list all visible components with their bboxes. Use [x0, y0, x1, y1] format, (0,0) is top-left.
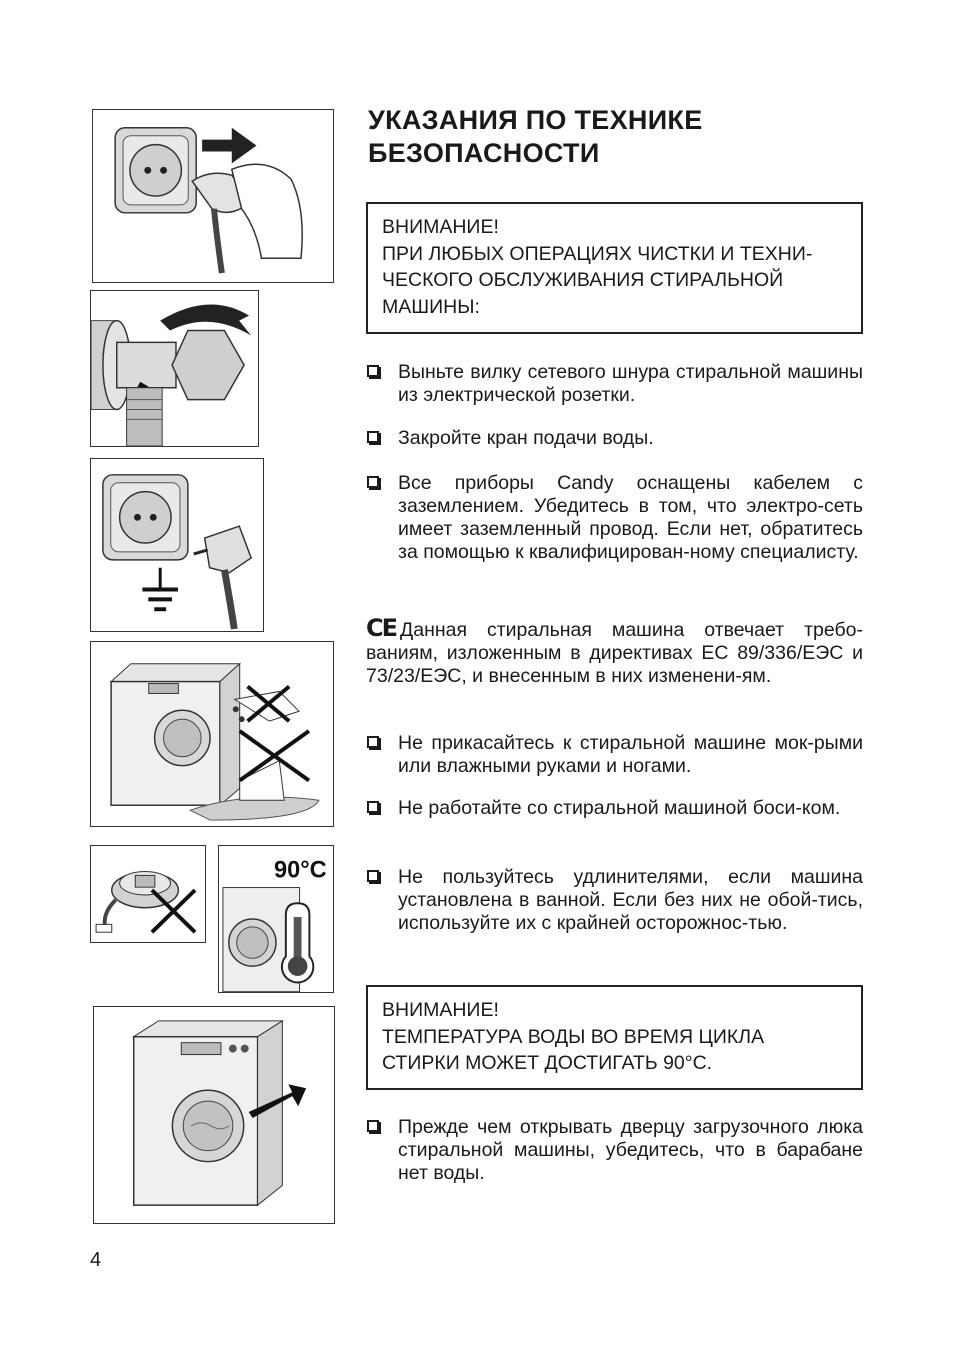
title-line: УКАЗАНИЯ ПО ТЕХНИКЕ: [368, 105, 703, 135]
list-item-text: Все приборы Candy оснащены кабелем с заземлением. Убедитесь в том, что электро-сеть имеет заземленный провод. Если нет, обратитесь за помощью к квалифицирован-ному специалисту.: [398, 472, 863, 563]
checkbox-bullet-icon: [367, 365, 379, 377]
checkbox-bullet-icon: [367, 801, 379, 813]
list-item: [366, 732, 863, 778]
page-number: 4: [90, 1249, 102, 1271]
extension-cord-illustration: [91, 846, 205, 942]
list-item: [366, 472, 863, 564]
title-line: БЕЗОПАСНОСТИ: [368, 138, 600, 168]
temperature-label: 90°С: [274, 856, 327, 883]
water-tap-illustration: [91, 291, 258, 446]
page-title: [368, 104, 868, 170]
list-item-text: Не прикасайтесь к стиральной машине мок-рыми или влажными руками и ногами.: [398, 732, 863, 777]
checkbox-bullet-icon: [367, 870, 379, 882]
ce-compliance-paragraph: [366, 614, 863, 688]
grounding-illustration: [91, 459, 263, 631]
list-item-text: Прежде чем открывать дверцу загрузочного люка стиральной машины, убедитесь, что в барабане нет воды.: [398, 1116, 863, 1184]
warning-line: МАШИНЫ:: [382, 295, 480, 318]
list-item: [366, 797, 863, 820]
list-item: [366, 866, 863, 935]
warning-box-temperature: [366, 985, 863, 1090]
illustration-hot-water: [218, 845, 334, 993]
list-item: [366, 427, 863, 450]
warning-line: СТИРКИ МОЖЕТ ДОСТИГАТЬ 90°С.: [382, 1052, 713, 1074]
warning-line: ЧЕСКОГО ОБСЛУЖИВАНИЯ СТИРАЛЬНОЙ: [382, 269, 784, 291]
washing-machine-door-illustration: [94, 1007, 334, 1223]
checkbox-bullet-icon: [367, 736, 379, 748]
list-item: [366, 1116, 863, 1185]
warning-box-maintenance: [366, 202, 863, 334]
ce-compliance-text: Данная стиральная машина отвечает требо-ваниям, изложенным в директивах ЕС 89/336/ЕЭС и 73/23/ЕЭС, и внесенным в них изменени-ям.: [366, 619, 863, 687]
warning-line: ВНИМАНИЕ!: [382, 216, 499, 238]
wet-hands-illustration: [91, 642, 333, 826]
checkbox-bullet-icon: [367, 1120, 379, 1132]
illustration-grounding: [90, 458, 264, 632]
illustration-door-check: [93, 1006, 335, 1224]
checkbox-bullet-icon: [367, 476, 379, 488]
warning-line: ТЕМПЕРАТУРА ВОДЫ ВО ВРЕМЯ ЦИКЛА: [382, 1025, 765, 1048]
illustration-wet-hands: [90, 641, 334, 827]
thermometer-illustration: [219, 846, 333, 992]
list-item-text: Закройте кран подачи воды.: [398, 427, 654, 449]
list-item-text: Не пользуйтесь удлинителями, если машина установлена в ванной. Если без них не обой-тись, используйте их с крайней осторожнос-тью.: [398, 866, 863, 934]
list-item-text: Не работайте со стиральной машиной боси-ком.: [398, 797, 841, 819]
checkbox-bullet-icon: [367, 431, 379, 443]
list-item-text: Выньте вилку сетевого шнура стиральной машины из электрической розетки.: [398, 361, 863, 406]
warning-line: ВНИМАНИЕ!: [382, 999, 499, 1021]
unplug-illustration: [93, 110, 333, 282]
illustration-water-tap: [90, 290, 259, 447]
list-item: [366, 361, 863, 407]
ce-mark-icon: CE: [366, 614, 397, 642]
warning-line: ПРИ ЛЮБЫХ ОПЕРАЦИЯХ ЧИСТКИ И ТЕХНИ-: [382, 242, 813, 265]
illustration-unplug: [92, 109, 334, 283]
illustration-extension-cord: [90, 845, 206, 943]
